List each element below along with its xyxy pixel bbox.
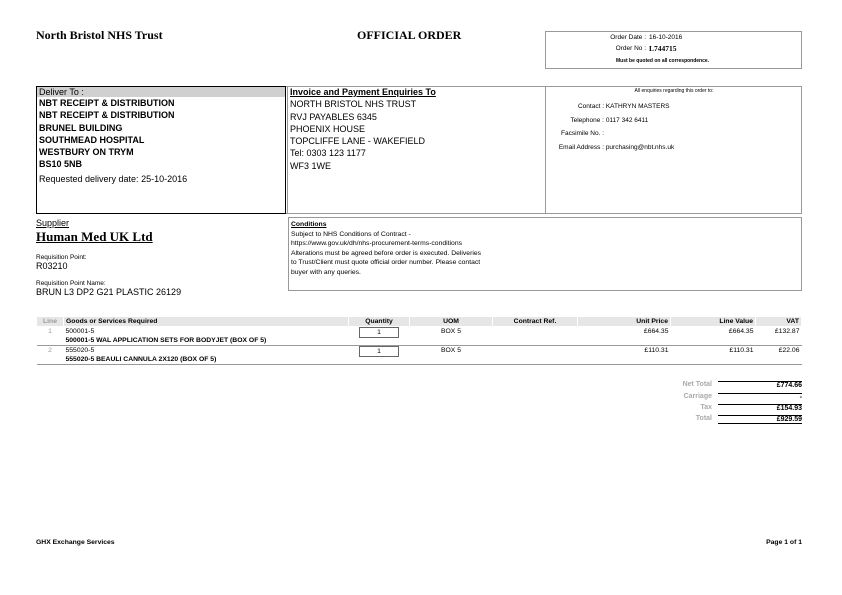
email-label: Email Address : [558, 143, 604, 151]
invoice-line: Tel: 0303 123 1177 [290, 148, 366, 159]
document-title: OFFICIAL ORDER [357, 28, 462, 42]
col-uom: UOM [410, 317, 493, 327]
conditions-heading: Conditions [291, 221, 327, 228]
line-number: 2 [48, 347, 52, 354]
deliver-line: BRUNEL BUILDING [39, 122, 123, 133]
invoice-line: TOPCLIFFE LANE - WAKEFIELD [290, 136, 426, 147]
email-address: purchasing@nbt.nhs.uk [605, 143, 675, 151]
supplier-block [36, 218, 181, 297]
order-info-box [545, 31, 802, 69]
col-vat: VAT [756, 317, 802, 327]
conditions-line: Alterations must be agreed before order is executed. Deliveries [291, 249, 482, 257]
requested-delivery-date: Requested delivery date: 25-10-2016 [39, 173, 188, 184]
line-value: £110.31 [729, 347, 754, 354]
invoice-line: RVJ PAYABLES 6345 [290, 111, 377, 122]
conditions-line: buyer with any queries. [291, 268, 361, 276]
deliver-line: NBT RECEIPT & DISTRIBUTION [39, 110, 175, 121]
invoice-line: NORTH BRISTOL NHS TRUST [290, 99, 417, 110]
order-items-table [36, 316, 802, 365]
supplier-heading: Supplier [36, 218, 70, 228]
deliver-address [37, 97, 285, 171]
net-total-row [640, 381, 802, 392]
col-goods: Goods or Services Required [64, 317, 349, 327]
order-no-label: Order No : [615, 45, 646, 52]
tax-value: £154.93 [718, 404, 802, 412]
carriage-value: - [718, 393, 802, 401]
requisition-point-name: BRUN L3 DP2 G21 PLASTIC 26129 [36, 287, 182, 297]
uom: BOX 5 [440, 328, 462, 335]
footer-left: GHX Exchange Services [36, 539, 115, 546]
contact-name: KATHRYN MASTERS [605, 103, 670, 110]
fax-label: Facsimile No. : [561, 130, 604, 137]
quote-note: Must be quoted on all correspondence. [616, 58, 710, 64]
requisition-point: R03210 [36, 261, 68, 271]
invoice-block [290, 86, 436, 172]
item-code: 500001-5 [65, 328, 95, 335]
col-quantity: Quantity [349, 317, 410, 327]
unit-price: £110.31 [644, 347, 669, 354]
deliver-line: NBT RECEIPT & DISTRIBUTION [39, 98, 175, 108]
invoice-line: WF3 1WE [290, 160, 332, 171]
carriage-label: Carriage [683, 393, 712, 400]
invoice-heading: Invoice and Payment Enquiries To [290, 87, 436, 97]
item-code: 555020-5 [65, 347, 95, 354]
net-total-value: £774.66 [718, 381, 802, 389]
conditions-line: Subject to NHS Conditions of Contract - [291, 230, 411, 238]
deliver-to-box [36, 86, 286, 214]
vat: £22.06 [778, 347, 800, 354]
item-description: 500001-5 WAL APPLICATION SETS FOR BODYJET (BOX OF 5) [65, 337, 267, 344]
invoice-line: PHOENIX HOUSE [290, 123, 366, 134]
carriage-row [640, 393, 802, 404]
table-row [37, 327, 802, 346]
order-date: 16-10-2016 [649, 34, 683, 41]
page-number: Page 1 of 1 [766, 539, 802, 546]
col-unit-price: Unit Price [578, 317, 671, 327]
deliver-heading-bar [37, 87, 285, 97]
enquiries-intro: All enquiries regarding this order to: [634, 88, 714, 94]
deliver-line: SOUTHMEAD HOSPITAL [39, 134, 145, 145]
uom: BOX 5 [440, 347, 462, 354]
contract-ref [493, 327, 578, 346]
col-contract: Contract Ref. [493, 317, 578, 327]
quantity: 1 [359, 327, 399, 338]
table-header-row [37, 317, 802, 327]
divider [545, 86, 546, 214]
enquiries-block [548, 88, 800, 154]
conditions-box [288, 217, 802, 291]
line-value: £664.35 [728, 328, 754, 335]
col-line: Line [37, 317, 64, 327]
col-line-value: Line Value [671, 317, 756, 327]
requisition-point-name-label: Requisition Point Name: [36, 280, 106, 287]
unit-price: £664.35 [643, 328, 669, 335]
conditions-line: to Trust/Client must quote official order number. Please contact [291, 259, 481, 266]
trust-name: North Bristol NHS Trust [36, 28, 163, 42]
supplier-name: Human Med UK Ltd [36, 229, 153, 244]
requisition-point-label: Requisition Point: [36, 254, 87, 261]
order-date-label: Order Date : [610, 34, 646, 41]
conditions-link[interactable]: https://www.gov.uk/dh/nhs-procurement-terms-conditions [291, 240, 463, 247]
goods-cell [64, 346, 349, 365]
line-number: 1 [48, 328, 52, 335]
grand-total-label: Total [695, 415, 712, 422]
tax-row [640, 404, 802, 415]
deliver-heading: Deliver To : [39, 87, 84, 97]
deliver-line: BS10 5NB [39, 159, 83, 170]
vat: £132.87 [774, 328, 800, 335]
net-total-label: Net Total [682, 381, 712, 388]
order-number: L744715 [649, 44, 677, 53]
goods-cell [64, 327, 349, 346]
tax-label: Tax [700, 404, 712, 411]
telephone-number: 0117 342 6411 [605, 116, 649, 124]
grand-total-value: £929.59 [718, 415, 802, 424]
table-row [37, 346, 802, 365]
item-description: 555020-5 BEAULI CANNULA 2X120 (BOX OF 5) [65, 356, 217, 363]
divider [287, 86, 288, 214]
contact-label: Contact : [577, 103, 604, 110]
grand-total-row [640, 415, 802, 426]
contract-ref [493, 346, 578, 365]
telephone-label: Telephone : [570, 116, 604, 124]
quantity: 1 [359, 346, 399, 357]
deliver-line: WESTBURY ON TRYM [39, 147, 134, 158]
